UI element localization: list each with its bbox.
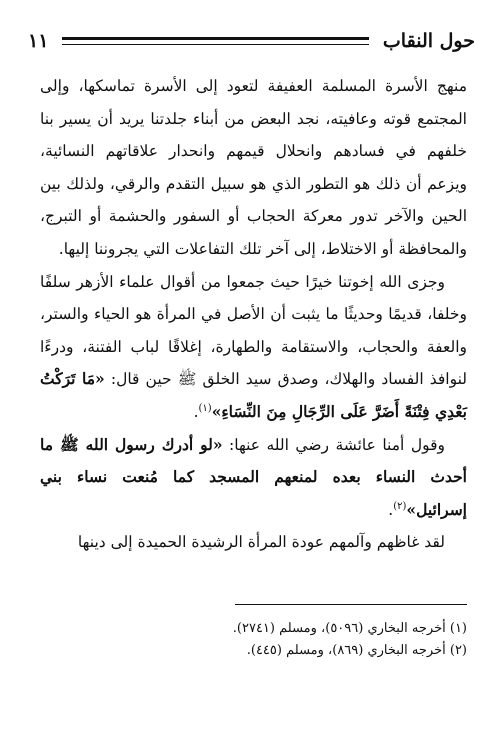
running-header bbox=[28, 26, 475, 56]
paragraph-4: لقد غاظهم وآلمهم عودة المرأة الرشيدة الحميدة إلى دينها bbox=[77, 533, 445, 552]
footnote-2: (٢) أخرجه البخاري (٨٦٩)، ومسلم (٤٤٥). bbox=[246, 643, 467, 658]
aisha-quote: «لو أدرك رسول الله ﷺ ما أحدث النساء بعده لمنعهم المسجد كما مُنعت نساء بني إسرائيل» bbox=[40, 434, 467, 519]
footnote-separator bbox=[235, 604, 467, 605]
body-text bbox=[40, 70, 467, 559]
header-title: حول النقاب bbox=[382, 30, 475, 52]
footnote-ref-2: (٢) bbox=[393, 500, 407, 512]
footnote-ref-1: (١) bbox=[198, 402, 212, 414]
paragraph-1: منهج الأسرة المسلمة العفيفة لتعود إلى الأسرة تماسكها، وإلى المجتمع قوته وعافيته، نجد البعض من أبناء جلدتنا يريد أن يسير بنا خلفهم في فسادهم وانحلال قيمهم وانحدار علاقاتهم النسائية، ويزعم أن ذلك هو التطور الذي هو سبيل التقدم والرقي، ولذلك بين الحين والآخر تدور معركة الحجاب أو السفور والحشمة أو التبرج، والمحافظة أو الاختلاط، إلى آخر تلك التفاعلات التي يجروننا إليها. bbox=[40, 77, 467, 258]
paragraph-3-text: وقول أمنا عائشة رضي الله عنها: bbox=[222, 435, 445, 454]
hadith-quote-1: «مَا تَرَكْتُ بَعْدِي فِتْنَةً أَضَرَّ عَلَى الرِّجَالِ مِنَ النِّسَاءِ» bbox=[40, 369, 467, 421]
header-rule bbox=[62, 37, 369, 45]
page-number: ١١ bbox=[28, 30, 49, 52]
paragraph-3: وقول أمنا عائشة رضي الله عنها: «لو أدرك رسول الله ﷺ ما أحدث النساء بعده لمنعهم المسجد كما مُنعت نساء بني إسرائيل»$^{(٢)}$. bbox=[40, 434, 467, 519]
footnotes bbox=[40, 618, 467, 662]
footnote-1: (١) أخرجه البخاري (٥٠٩٦)، ومسلم (٢٧٤١). bbox=[232, 621, 467, 636]
paragraph-2: وجزى الله إخوتنا خيرًا حيث جمعوا من أقوال علماء الأزهر سلفًا وخلفا، قديمًا وحديثًا ما يثبت أن الأصل في المرأة هو الحياء والستر، والعفة والحجاب، والاستقامة والطهارة، إغلاقًا لباب الفتنة، ودرءًا لنوافذ الفساد والهلاك، وصدق سيد الخلق ﷺ حين قال: «مَا تَرَكْتُ بَعْدِي فِتْنَةً أَضَرَّ عَلَى الرِّجَالِ مِنَ النِّسَاءِ»$^{(١)}$. bbox=[40, 272, 467, 421]
paragraph-2-text: وجزى الله إخوتنا خيرًا حيث جمعوا من أقوال علماء الأزهر سلفًا وخلفا، قديمًا وحديثًا ما يثبت أن الأصل في المرأة هو الحياء والستر، والعفة والحجاب، والاستقامة والطهارة، إغلاقًا لباب الفتنة، ودرءًا لنوافذ الفساد والهلاك، وصدق سيد الخلق ﷺ حين قال: bbox=[40, 272, 467, 389]
